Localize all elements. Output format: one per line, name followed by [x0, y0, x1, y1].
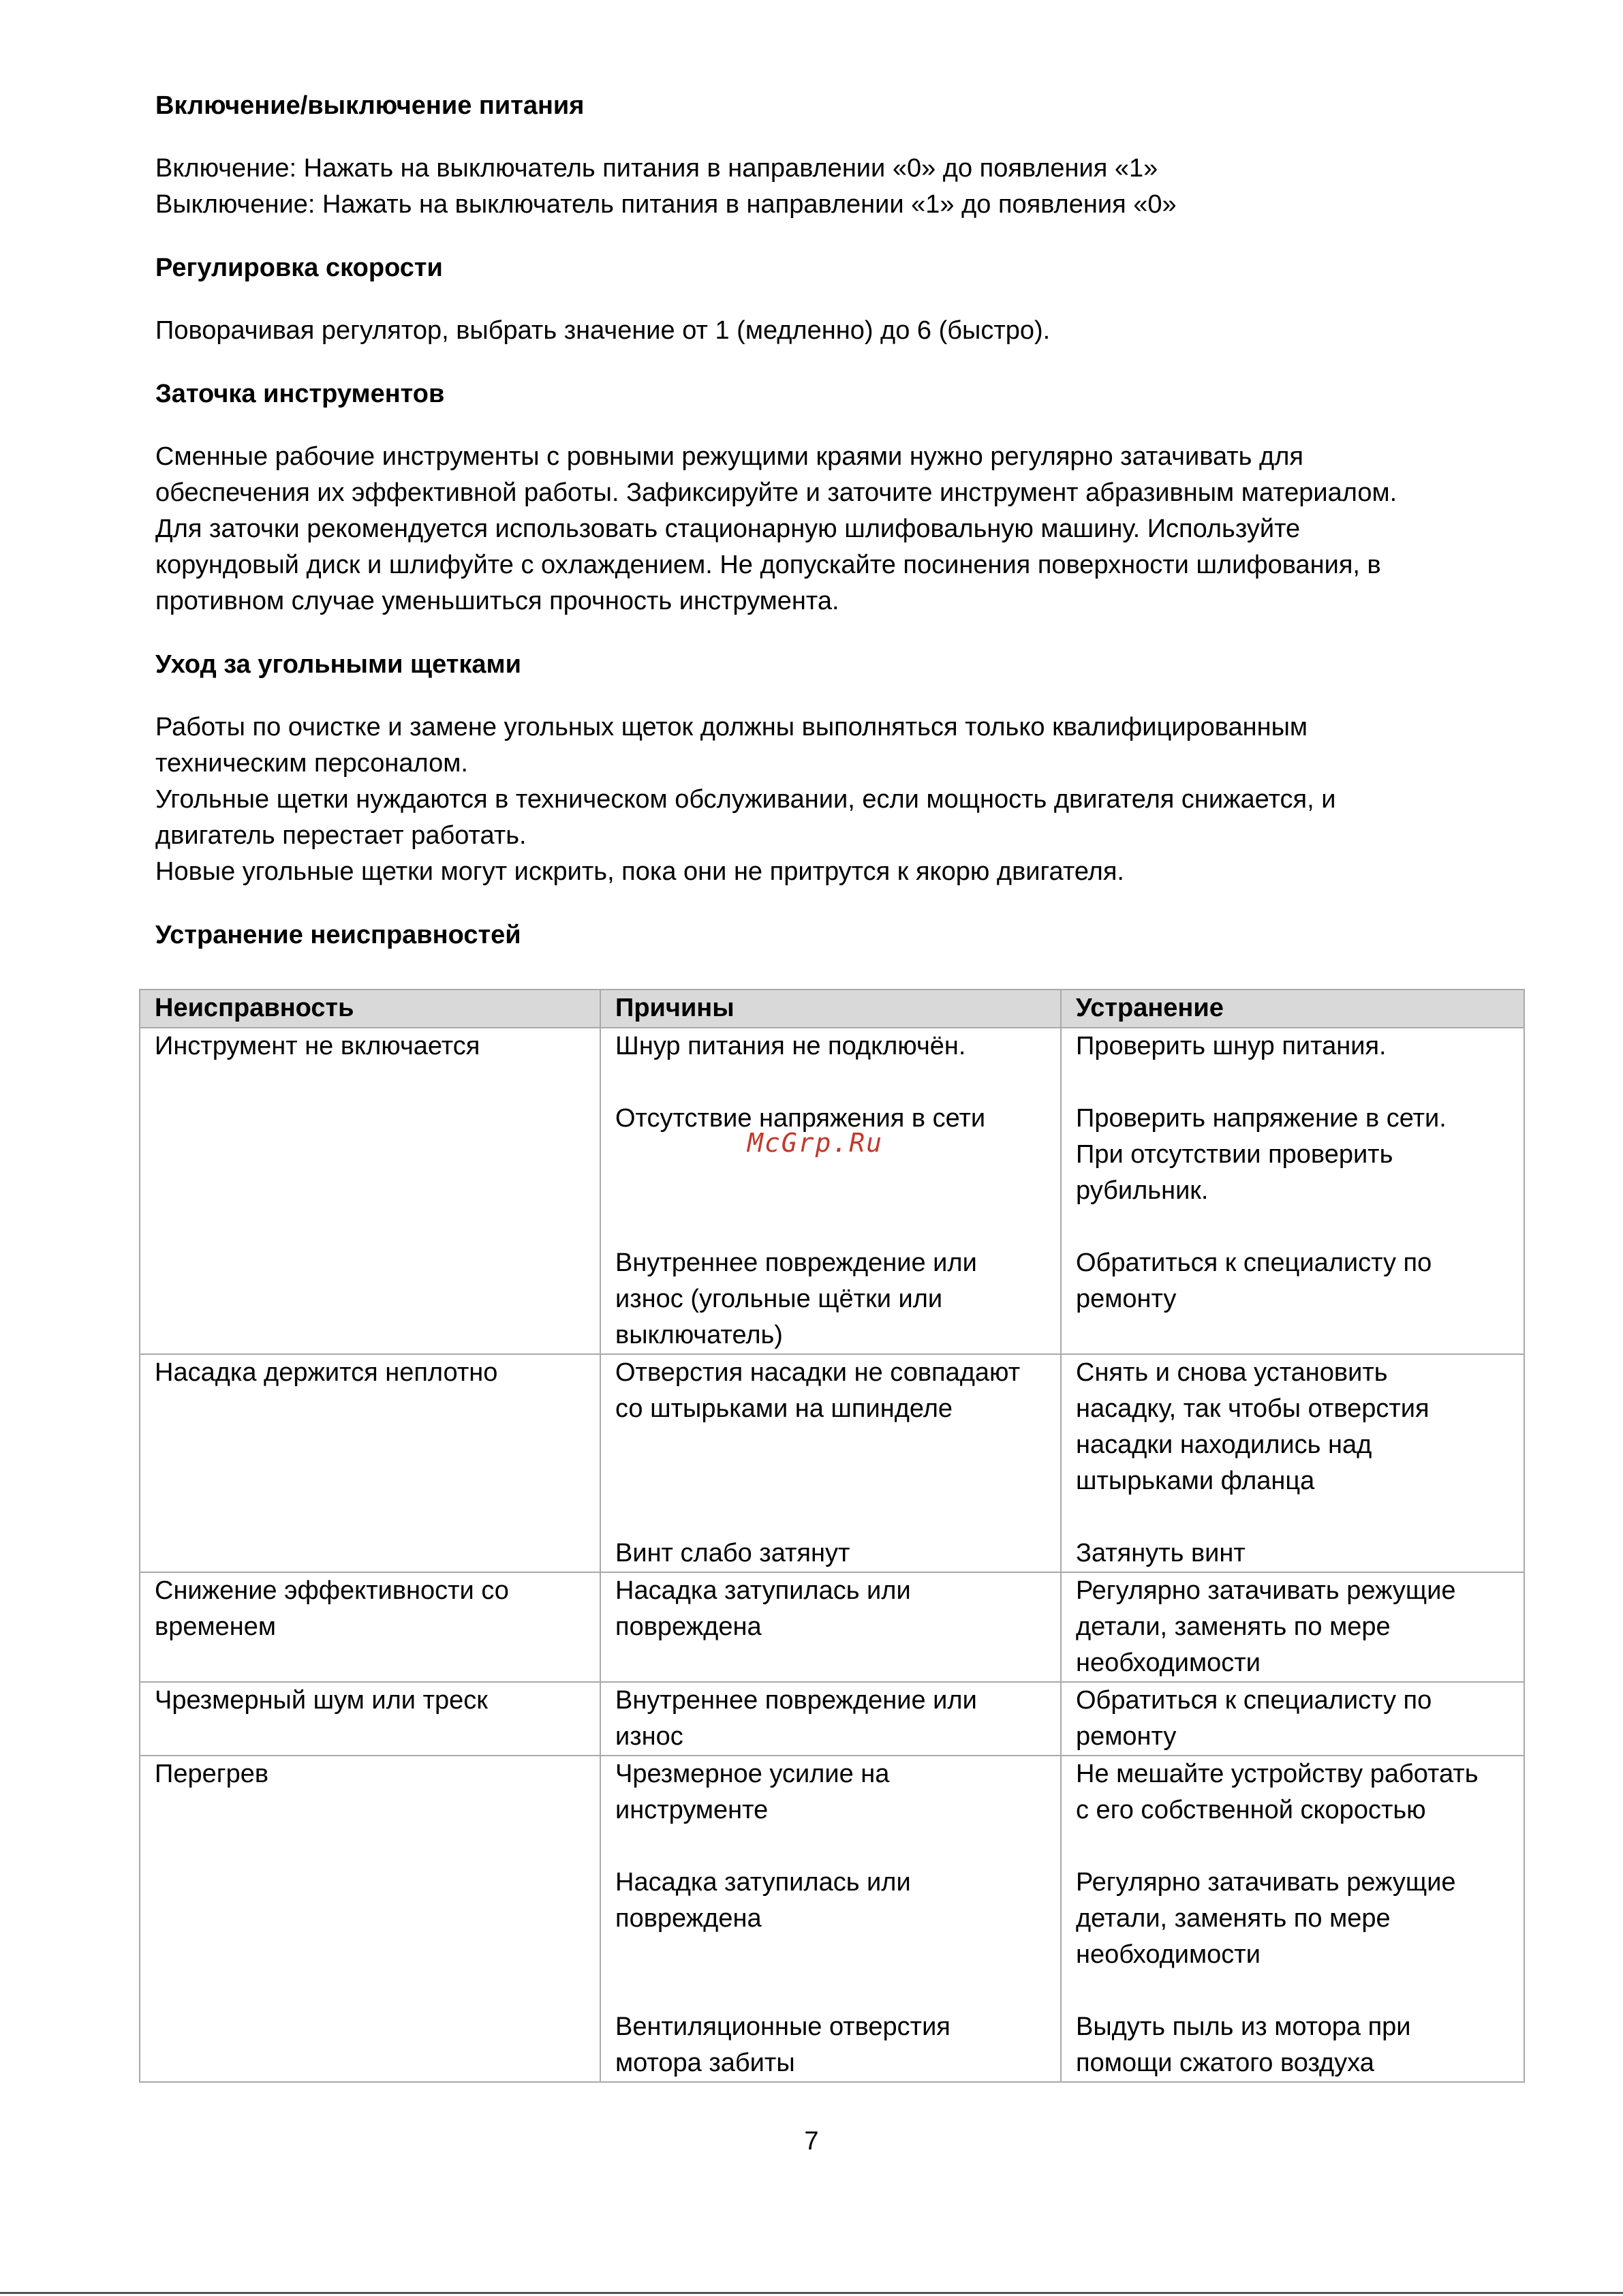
table-body [140, 1028, 1524, 2082]
fault-cell [140, 1354, 600, 1572]
cell-text-line [615, 1828, 1053, 1865]
column-header-fault: Неисправность [140, 990, 600, 1028]
cell-text-line [615, 1463, 1053, 1499]
cell-text-line: насадку, так чтобы отверстия [1076, 1394, 1429, 1423]
cell-text-line: Отсутствие напряжения в сети [615, 1104, 986, 1133]
heading-brushes: Уход за угольными щетками [155, 650, 521, 679]
cell-text-line: износ (угольные щётки или [615, 1285, 943, 1313]
cell-text-line [615, 1427, 1053, 1463]
cell-text-line [1076, 1209, 1517, 1245]
cell-text-line: детали, заменять по мере [1076, 1904, 1391, 1933]
cell-text-line: детали, заменять по мере [1076, 1612, 1391, 1641]
table-row [140, 1756, 1524, 2082]
sharpening-line: обеспечения их эффективной работы. Зафиксируйте и заточите инструмент абразивным материалом. [155, 478, 1397, 507]
causes-cell [600, 1028, 1061, 1354]
cell-text-line: износ [615, 1722, 683, 1751]
cell-text-line [615, 1973, 1053, 2009]
column-header-remedies: Устранение [1061, 990, 1524, 1028]
cell-text-line: Насадка затупилась или [615, 1868, 911, 1897]
brushes-line: техническим персоналом. [155, 749, 468, 778]
cell-text-line [1076, 1065, 1517, 1101]
power-on-line: Включение: Нажать на выключатель питания в направлении «0» до появления «1» [155, 154, 1158, 183]
cell-text-line: Проверить шнур питания. [1076, 1032, 1387, 1060]
cell-text-line: насадки находились над [1076, 1430, 1372, 1459]
cell-text-line: Проверить напряжение в сети. [1076, 1104, 1447, 1133]
cell-text-line: рубильник. [1076, 1176, 1209, 1205]
cell-text-line: со штырьками на шпинделе [615, 1394, 953, 1423]
fault-cell [140, 1028, 600, 1354]
cell-text-line: временем [155, 1612, 276, 1641]
cell-text-line [1076, 1973, 1517, 2009]
table-row [140, 1028, 1524, 1354]
table-row [140, 1572, 1524, 1682]
remedies-cell [1061, 1572, 1524, 1682]
cell-text-line [615, 1209, 1053, 1245]
cell-text-line: Внутреннее повреждение или [615, 1686, 977, 1715]
heading-sharpening: Заточка инструментов [155, 380, 445, 408]
column-header-causes: Причины [600, 990, 1061, 1028]
cell-text-line: штырьками фланца [1076, 1467, 1315, 1495]
remedies-cell [1061, 1028, 1524, 1354]
cell-text-line: Выдуть пыль из мотора при [1076, 2012, 1411, 2041]
cell-text-line: Винт слабо затянут [615, 1539, 850, 1567]
sharpening-line: Сменные рабочие инструменты с ровными режущими краями нужно регулярно затачивать для [155, 442, 1303, 471]
causes-cell [600, 1756, 1061, 2082]
cell-text-line: Обратиться к специалисту по [1076, 1249, 1432, 1277]
cell-text-line: Снять и снова установить [1076, 1358, 1388, 1387]
causes-cell [600, 1682, 1061, 1756]
cell-text-line: Затянуть винт [1076, 1539, 1246, 1567]
sharpening-line: противном случае уменьшиться прочность инструмента. [155, 587, 839, 615]
fault-cell [140, 1756, 600, 2082]
causes-cell [600, 1572, 1061, 1682]
cell-text-line [615, 1173, 1053, 1209]
cell-text-line: Насадка затупилась или [615, 1576, 911, 1605]
table-header-row [140, 990, 1524, 1028]
cell-text-line [615, 1499, 1053, 1535]
brushes-line: двигатель перестает работать. [155, 821, 527, 850]
brushes-line: Работы по очистке и замене угольных щеток должны выполняться только квалифицированным [155, 713, 1308, 741]
heading-troubleshooting: Устранение неисправностей [155, 921, 521, 949]
fault-cell [140, 1682, 600, 1756]
cell-text-line: ремонту [1076, 1285, 1177, 1313]
sharpening-line: Для заточки рекомендуется использовать стационарную шлифовальную машину. Используйте [155, 515, 1301, 543]
cell-text-line: Внутреннее повреждение или [615, 1249, 977, 1277]
cell-text-line: Регулярно затачивать режущие [1076, 1576, 1456, 1605]
cell-text-line [615, 1065, 1053, 1101]
cell-text-line: Перегрев [155, 1760, 269, 1788]
cell-text-line: помощи сжатого воздуха [1076, 2049, 1374, 2077]
cell-text-line: При отсутствии проверить [1076, 1140, 1393, 1169]
cell-text-line: повреждена [615, 1904, 762, 1933]
table-row [140, 1354, 1524, 1572]
heading-power: Включение/выключение питания [155, 91, 585, 120]
watermark: McGrp.Ru [747, 1128, 884, 1158]
cell-text-line: повреждена [615, 1612, 762, 1641]
cell-text-line: Обратиться к специалисту по [1076, 1686, 1432, 1715]
cell-text-line [615, 1937, 1053, 1973]
cell-text-line: Снижение эффективности со [155, 1576, 509, 1605]
brushes-line: Угольные щетки нуждаются в техническом обслуживании, если мощность двигателя снижается, и [155, 785, 1336, 814]
cell-text-line: выключатель) [615, 1321, 783, 1349]
cell-text-line: мотора забиты [615, 2049, 795, 2077]
cell-text-line: Инструмент не включается [155, 1032, 480, 1060]
remedies-cell [1061, 1682, 1524, 1756]
cell-text-line: Чрезмерный шум или треск [155, 1686, 488, 1715]
cell-text-line: Вентиляционные отверстия [615, 2012, 950, 2041]
page-bottom-divider [0, 2292, 1623, 2294]
power-off-line: Выключение: Нажать на выключатель питания в направлении «1» до появления «0» [155, 190, 1177, 219]
cell-text-line: Насадка держится неплотно [155, 1358, 498, 1387]
sharpening-line: корундовый диск и шлифуйте с охлаждением. Не допускайте посинения поверхности шлифования, в [155, 551, 1381, 579]
cell-text-line [1076, 1499, 1517, 1535]
table-row [140, 1682, 1524, 1756]
cell-text-line: необходимости [1076, 1940, 1261, 1969]
fault-cell [140, 1572, 600, 1682]
causes-cell [600, 1354, 1061, 1572]
cell-text-line: Отверстия насадки не совпадают [615, 1358, 1021, 1387]
cell-text-line: необходимости [1076, 1649, 1261, 1677]
page-number: 7 [804, 2127, 819, 2156]
cell-text-line: Регулярно затачивать режущие [1076, 1868, 1456, 1897]
cell-text-line: Чрезмерное усилие на [615, 1760, 890, 1788]
cell-text-line: Не мешайте устройству работать [1076, 1760, 1479, 1788]
brushes-line: Новые угольные щетки могут искрить, пока они не притрутся к якорю двигателя. [155, 857, 1124, 886]
cell-text-line: ремонту [1076, 1722, 1177, 1751]
heading-speed: Регулировка скорости [155, 254, 443, 282]
speed-line: Поворачивая регулятор, выбрать значение от 1 (медленно) до 6 (быстро). [155, 316, 1051, 345]
cell-text-line: инструменте [615, 1796, 769, 1824]
cell-text-line: Шнур питания не подключён. [615, 1032, 966, 1060]
cell-text-line [1076, 1828, 1517, 1865]
remedies-cell [1061, 1756, 1524, 2082]
cell-text-line: с его собственной скоростью [1076, 1796, 1426, 1824]
remedies-cell [1061, 1354, 1524, 1572]
document-body [155, 87, 1521, 953]
